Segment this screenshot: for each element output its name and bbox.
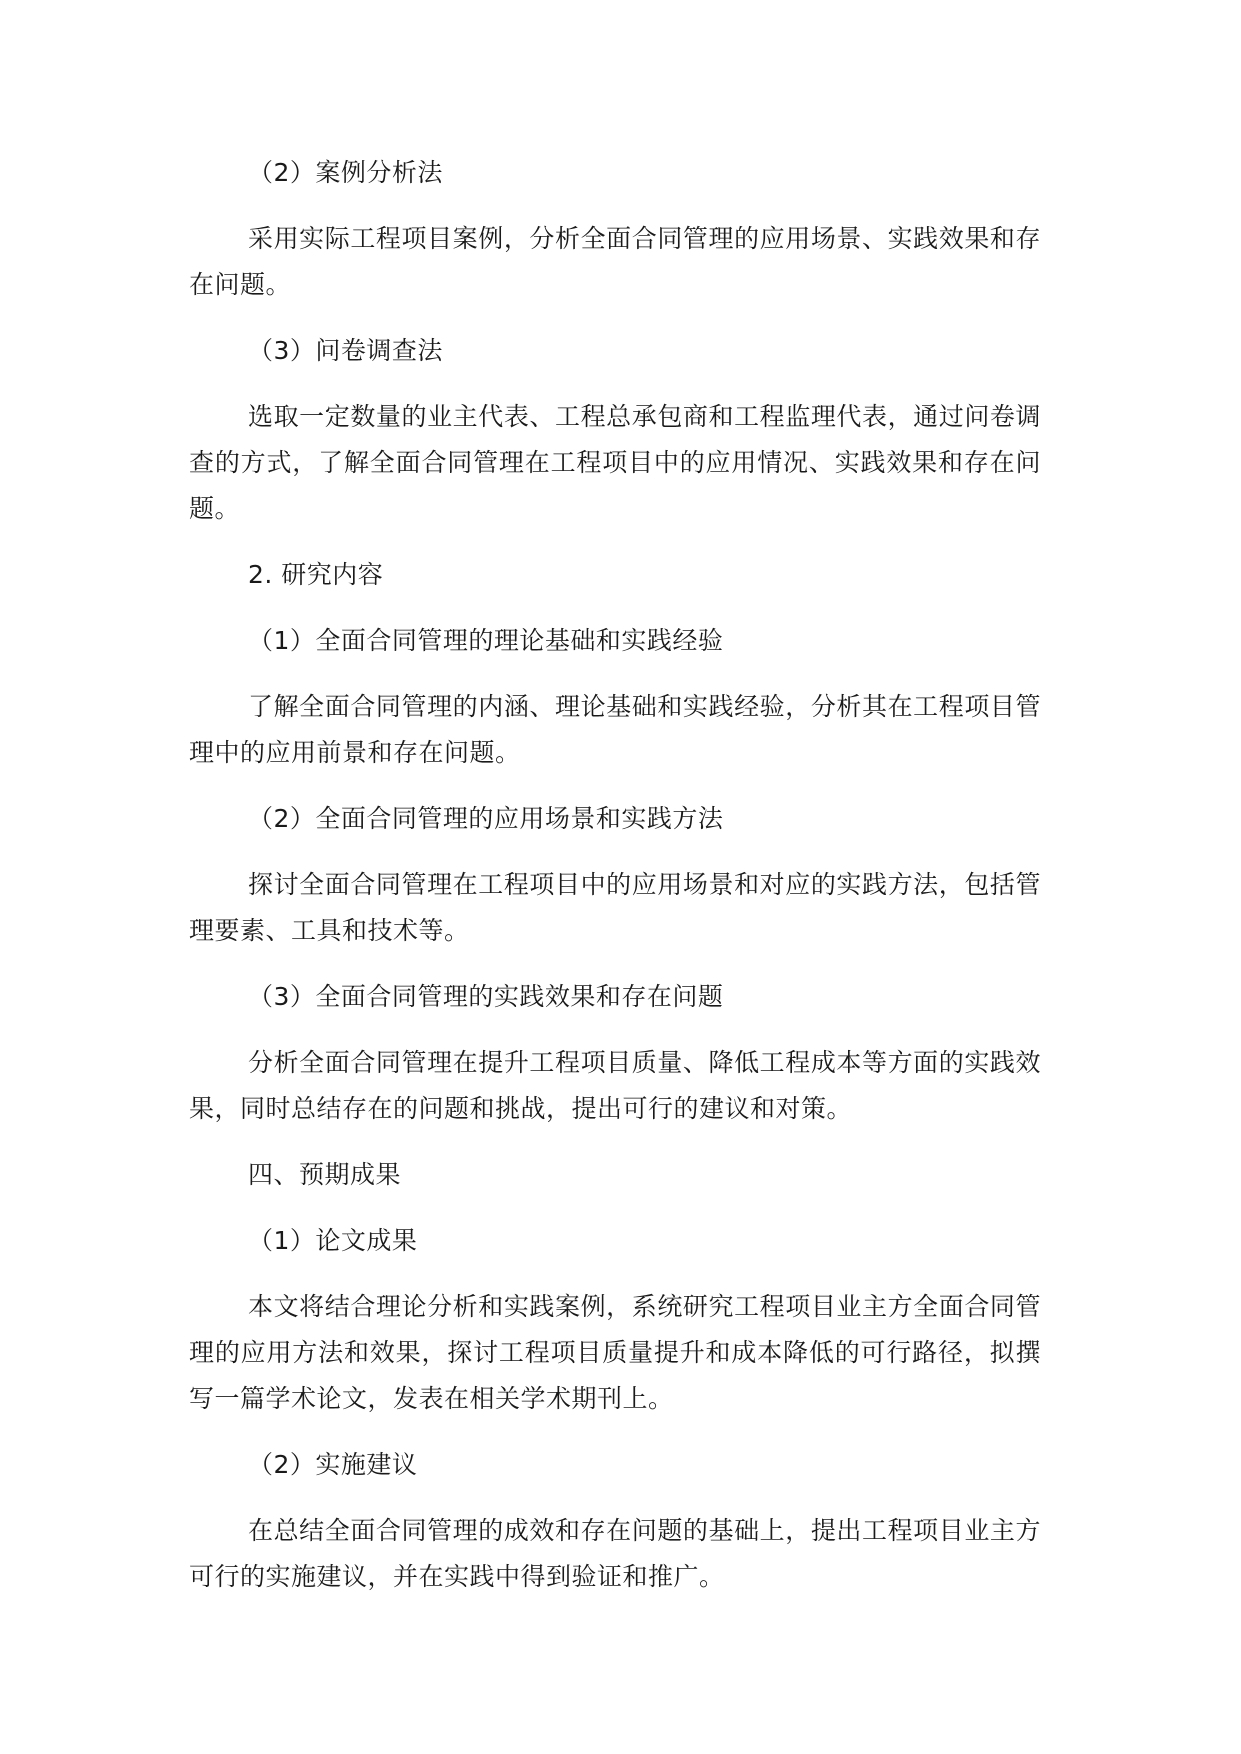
paragraph-paper-results: 本文将结合理论分析和实践案例，系统研究工程项目业主方全面合同管理的应用方法和效果，探讨工程项目质量提升和成本降低的可行路径，拟撰写一篇学术论文，发表在相关学术期刊上。 xyxy=(189,1292,1041,1413)
paragraph-questionnaire: 选取一定数量的业主代表、工程总承包商和工程监理代表，通过问卷调查的方式，了解全面合同管理在工程项目中的应用情况、实践效果和存在问题。 xyxy=(189,402,1041,523)
subheading-case-analysis: （2）案例分析法 xyxy=(248,158,443,187)
subheading-implementation-suggestions: （2）实施建议 xyxy=(248,1450,418,1479)
document-page xyxy=(189,150,1041,1600)
paragraph-application-scenarios: 探讨全面合同管理在工程项目中的应用场景和对应的实践方法，包括管理要素、工具和技术等。 xyxy=(189,870,1041,945)
paragraph-theory-basis: 了解全面合同管理的内涵、理论基础和实践经验，分析其在工程项目管理中的应用前景和存在问题。 xyxy=(189,692,1041,767)
paragraph-practice-effects: 分析全面合同管理在提升工程项目质量、降低工程成本等方面的实践效果，同时总结存在的问题和挑战，提出可行的建议和对策。 xyxy=(189,1048,1041,1123)
paragraph-implementation-suggestions: 在总结全面合同管理的成效和存在问题的基础上，提出工程项目业主方可行的实施建议，并在实践中得到验证和推广。 xyxy=(189,1516,1041,1591)
heading-expected-results: 四、预期成果 xyxy=(248,1160,402,1189)
subheading-practice-effects: （3）全面合同管理的实践效果和存在问题 xyxy=(248,982,724,1011)
subheading-questionnaire: （3）问卷调查法 xyxy=(248,336,443,365)
subheading-application-scenarios: （2）全面合同管理的应用场景和实践方法 xyxy=(248,804,724,833)
heading-research-content: 2. 研究内容 xyxy=(248,560,384,589)
subheading-paper-results: （1）论文成果 xyxy=(248,1226,418,1255)
paragraph-case-analysis: 采用实际工程项目案例，分析全面合同管理的应用场景、实践效果和存在问题。 xyxy=(189,224,1041,299)
subheading-theory-basis: （1）全面合同管理的理论基础和实践经验 xyxy=(248,626,724,655)
